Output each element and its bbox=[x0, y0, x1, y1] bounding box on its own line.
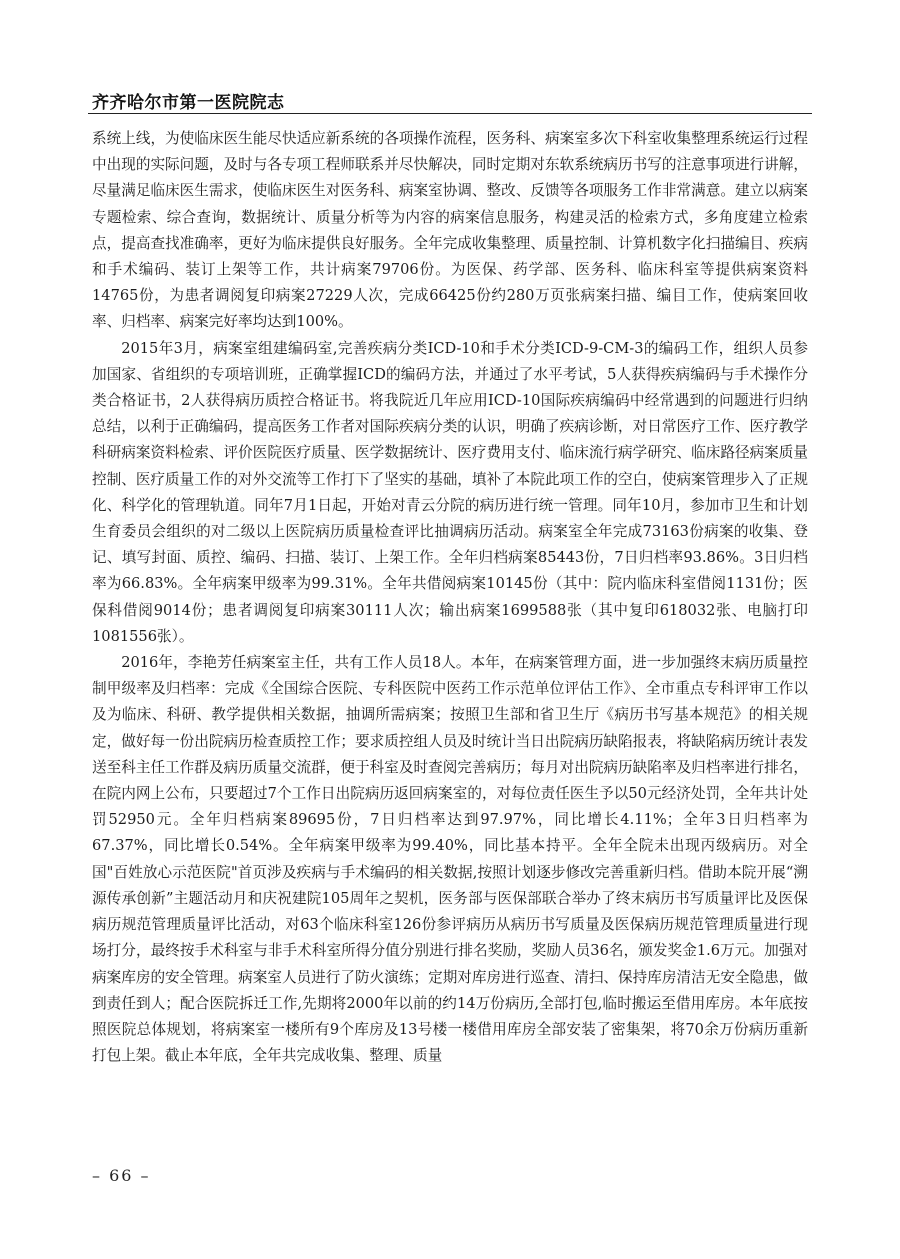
paragraph-continued: 系统上线，为使临床医生能尽快适应新系统的各项操作流程，医务科、病案室多次下科室收集整理系统运行过程中出现的实际问题，及时与各专项工程师联系并尽快解决，同时定期对东软系统病历书写的注意事项进行讲解，尽量满足临床医生需求，使临床医生对医务科、病案室协调、整改、反馈等各项服务工作非常满意。建立以病案专题检索、综合查询，数据统计、质量分析等为内容的病案信息服务，构建灵活的检索方式，多角度建立检索点，提高查找准确率，更好为临床提供良好服务。全年完成收集整理、质量控制、计算机数字化扫描编目、疾病和手术编码、装订上架等工作，共计病案79706份。为医保、药学部、医务科、临床科室等提供病案资料14765份，为患者调阅复印病案27229人次，完成66425份约280万页张病案扫描、编目工作，使病案回收率、归档率、病案完好率均达到100%。 bbox=[92, 130, 808, 331]
page-number: – 66 – bbox=[92, 1166, 151, 1185]
paragraph-2015: 2015年3月，病案室组建编码室,完善疾病分类ICD-10和手术分类ICD-9-CM-3的编码工作，组织人员参加国家、省组织的专项培训班，正确掌握ICD的编码方法，并通过了水平考试，5人获得疾病编码与手术操作分类合格证书，2人获得病历质控合格证书。将我院近几年应用ICD-10国际疾病编码中经常遇到的问题进行归纳总结，以利于正确编码，提高医务工作者对国际疾病分类的认识，明确了疾病诊断，对日常医疗工作、医疗教学科研病案资料检索、评价医院医疗质量、医学数据统计、医疗费用支付、临床流行病学研究、临床路径病案质量控制、医疗质量工作的对外交流等工作打下了坚实的基础，填补了本院此项工作的空白，使病案管理步入了正规化、科学化的管理轨道。同年7月1日起，开始对青云分院的病历进行统一管理。同年10月，参加市卫生和计划生育委员会组织的对二级以上医院病历质量检查评比抽调病历活动。病案室全年完成73163份病案的收集、登记、填写封面、质控、编码、扫描、装订、上架工作。全年归档病案85443份，7日归档率93.86%。3日归档率为66.83%。全年病案甲级率为99.31%。全年共借阅病案10145份（其中：院内临床科室借阅1131份；医保科借阅9014份；患者调阅复印病案30111人次；输出病案1699588张（其中复印618032张、电脑打印1081556张）。 bbox=[92, 339, 808, 645]
header-divider bbox=[88, 113, 812, 114]
paragraph-2016: 2016年，李艳芳任病案室主任，共有工作人员18人。本年，在病案管理方面，进一步加强终末病历质量控制甲级率及归档率：完成《全国综合医院、专科医院中医药工作示范单位评估工作》、全市重点专科评审工作以及为临床、科研、教学提供相关数据，抽调所需病案；按照卫生部和省卫生厅《病历书写基本规范》的相关规定，做好每一份出院病历检查质控工作；要求质控组人员及时统计当日出院病历缺陷报表，将缺陷病历统计表发送至科主任工作群及病历质量交流群，便于科室及时查阅完善病历；每月对出院病历缺陷率及归档率进行排名，在院内网上公布，只要超过7个工作日出院病历返回病案室的，对每位责任医生予以50元经济处罚，全年共计处罚52950元。全年归档病案89695份，7日归档率达到97.97%，同比增长4.11%；全年3日归档率为67.37%，同比增长0.54%。全年病案甲级率为99.40%，同比基本持平。全年全院未出现丙级病历。对全国"百姓放心示范医院"首页涉及疾病与手术编码的相关数据,按照计划逐步修改完善重新归档。借助本院开展“溯源传承创新”主题活动月和庆祝建院105周年之契机，医务部与医保部联合举办了终末病历书写质量评比及医保病历规范管理质量评比活动，对63个临床科室126份参评病历从病历书写质量及医保病历规范管理质量进行现场打分，最终按手术科室与非手术科室所得分值分别进行排名奖励，奖励人员36名，颁发奖金1.6万元。加强对病案库房的安全管理。病案室人员进行了防火演练；定期对库房进行巡查、清扫、保持库房清洁无安全隐患，做到责任到人；配合医院拆迁工作,先期将2000年以前的约14万份病历,全部打包,临时搬运至借用库房。本年底按照医院总体规划，将病案室一楼所有9个库房及13号楼一楼借用库房全部安装了密集架，将70余万份病历重新打包上架。截止本年底，全年共完成收集、整理、质量 bbox=[92, 654, 808, 1065]
body-text bbox=[92, 126, 808, 1069]
running-header-title: 齐齐哈尔市第一医院院志 bbox=[92, 93, 285, 113]
